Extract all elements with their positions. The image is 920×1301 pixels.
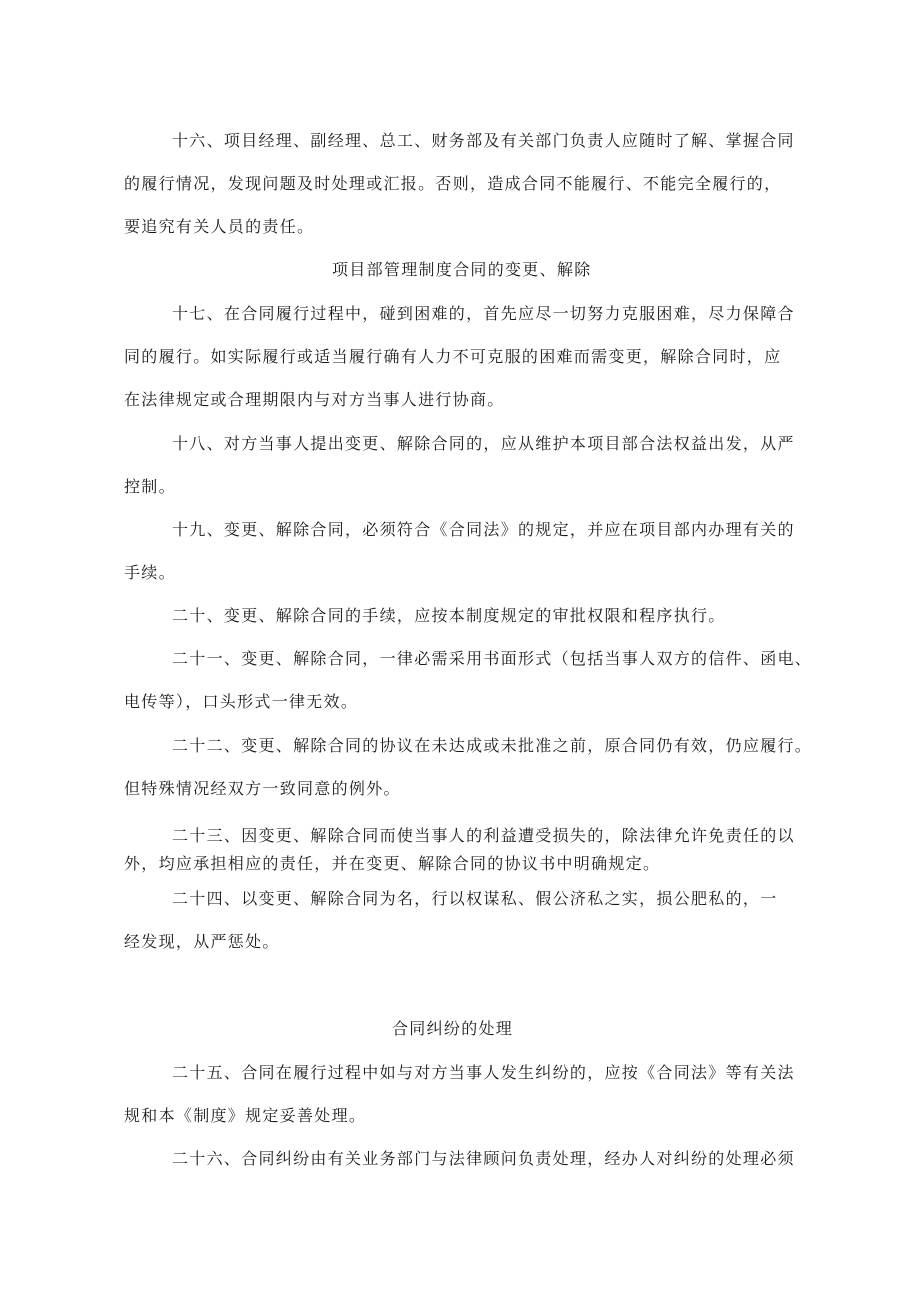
paragraph-line: 二十三、因变更、解除合同而使当事人的利益遭受损失的，除法律允许免责任的以 [172,826,795,845]
paragraph-line: 手续。 [124,563,176,582]
paragraph-line: 十九、变更、解除合同，必须符合《合同法》的规定，并应在项目部内办理有关的 [172,520,795,539]
paragraph-line: 规和本《制度》规定妥善处理。 [124,1106,367,1125]
paragraph-line: 二十、变更、解除合同的手续，应按本制度规定的审批权限和程序执行。 [172,606,726,625]
paragraph-line: 二十四、以变更、解除合同为名，行以权谋私、假公济私之实，损公肥私的，一 [172,889,778,908]
paragraph-line: 但特殊情况经双方一致同意的例外。 [124,779,401,798]
paragraph-line: 电传等），口头形式一律无效。 [124,692,359,711]
paragraph-line: 二十一、变更、解除合同，一律必需采用书面形式（包括当事人双方的信件、函电、 [172,649,813,668]
paragraph-line: 经发现，从严惩处。 [124,932,280,951]
paragraph-line: 二十五、合同在履行过程中如与对方当事人发生纠纷的，应按《合同法》等有关法 [172,1063,795,1082]
paragraph-line: 要追究有关人员的责任。 [124,217,315,236]
section-heading-contract-dispute: 合同纠纷的处理 [392,1019,514,1038]
paragraph-line: 二十六、合同纠纷由有关业务部门与法律顾问负责处理，经办人对纠纷的处理必须 [172,1149,795,1168]
paragraph-line: 十六、项目经理、副经理、总工、财务部及有关部门负责人应随时了解、掌握合同 [172,131,795,150]
paragraph-line: 的履行情况，发现问题及时处理或汇报。否则，造成合同不能履行、不能完全履行的， [124,174,782,193]
paragraph-line: 外，均应承担相应的责任，并在变更、解除合同的协议书中明确规定。 [124,854,661,873]
paragraph-line: 十八、对方当事人提出变更、解除合同的，应从维护本项目部合法权益出发，从严 [172,434,795,453]
paragraph-line: 控制。 [124,477,176,496]
paragraph-line: 二十二、变更、解除合同的协议在未达成或未批准之前，原合同仍有效，仍应履行。 [172,736,813,755]
paragraph-line: 十七、在合同履行过程中，碰到困难的，首先应尽一切努力克服困难，尽力保障合 [172,304,795,323]
paragraph-line: 同的履行。如实际履行或适当履行确有人力不可克服的困难而需变更，解除合同时，应 [124,347,782,366]
paragraph-line: 在法律规定或合理期限内与对方当事人进行协商。 [124,390,505,409]
section-heading-contract-change: 项目部管理制度合同的变更、解除 [332,260,592,279]
